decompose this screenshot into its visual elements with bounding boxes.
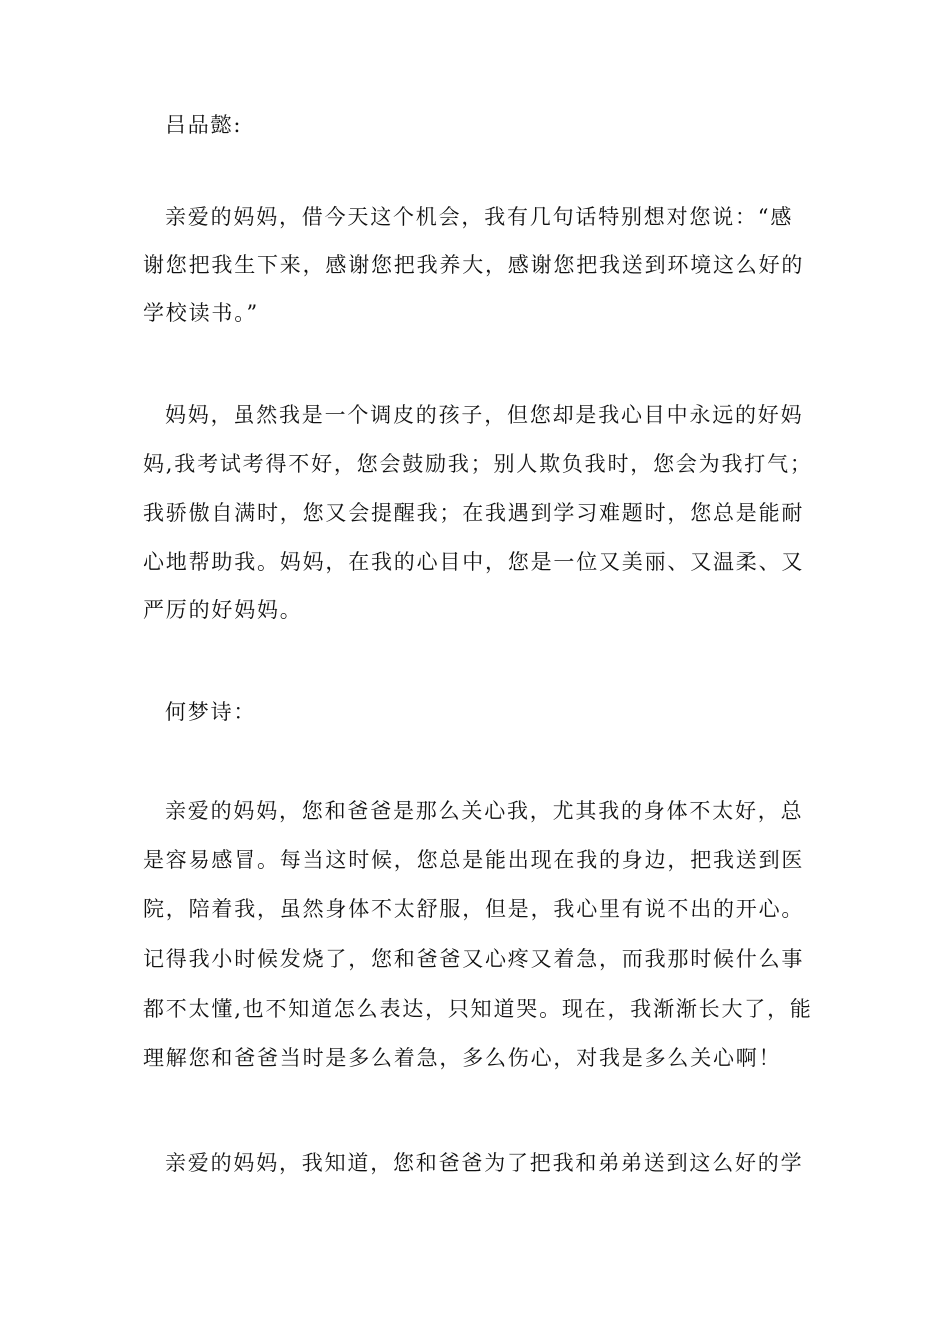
paragraph-line: 亲爱的妈妈，我知道，您和爸爸为了把我和弟弟送到这么好的学 (165, 1151, 804, 1175)
speaker-name: 吕品懿: (165, 113, 243, 137)
paragraph-line: 妈,我考试考得不好，您会鼓励我；别人欺负我时，您会为我打气； (143, 452, 813, 476)
paragraph-line: 院，陪着我，虽然身体不太舒服，但是，我心里有说不出的开心。 (143, 897, 805, 921)
paragraph-line: 理解您和爸爸当时是多么着急，多么伤心，对我是多么关心啊！ (143, 1046, 782, 1070)
speaker-name: 何梦诗： (165, 700, 257, 724)
paragraph-line: 是容易感冒。每当这时候，您总是能出现在我的身边，把我送到医 (143, 848, 805, 872)
paragraph-line: 都不太懂,也不知道怎么表达，只知道哭。现在，我渐渐长大了，能 (143, 997, 813, 1021)
paragraph-line: 学校读书。” (143, 301, 260, 325)
paragraph-line: 我骄傲自满时，您又会提醒我；在我遇到学习难题时，您总是能耐 (143, 501, 805, 525)
paragraph-line: 亲爱的妈妈，您和爸爸是那么关心我，尤其我的身体不太好，总 (165, 799, 804, 823)
paragraph-line: 严厉的好妈妈。 (143, 598, 303, 622)
paragraph-line: 谢您把我生下来，感谢您把我养大，感谢您把我送到环境这么好的 (143, 253, 805, 277)
paragraph-line: 记得我小时候发烧了，您和爸爸又心疼又着急，而我那时候什么事 (143, 947, 805, 971)
paragraph-line: 亲爱的妈妈，借今天这个机会，我有几句话特别想对您说：“感 (165, 205, 794, 229)
paragraph-line: 心地帮助我。妈妈，在我的心目中，您是一位又美丽、又温柔、又 (143, 550, 805, 574)
paragraph-line: 妈妈，虽然我是一个调皮的孩子，但您却是我心目中永远的好妈 (165, 403, 804, 427)
